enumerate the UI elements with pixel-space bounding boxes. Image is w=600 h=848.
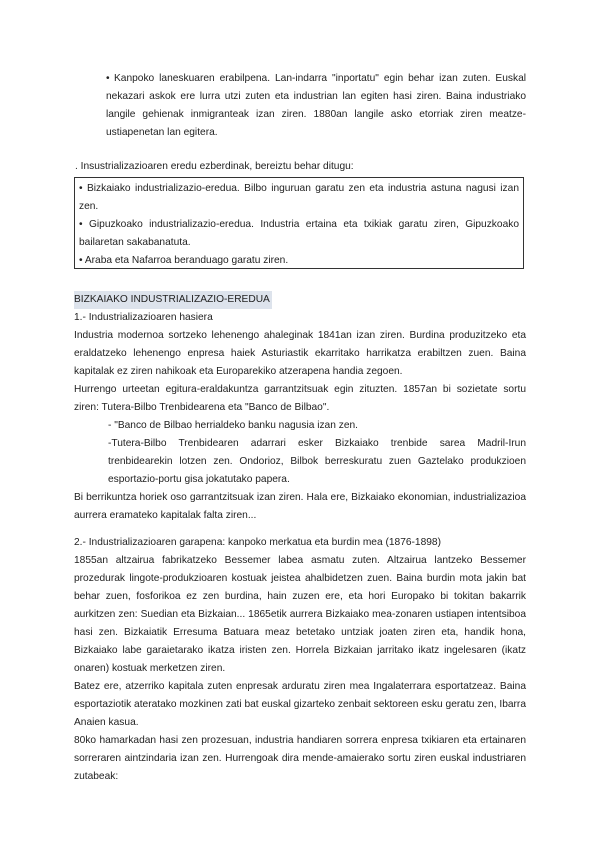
dash-item-trenbidea: -Tutera-Bilbo Trenbidearen adarrari esker Bizkaiako trenbide sarea Madril-Irun trenbidearekin lotzen zen. Ondorioz, Bilbok berreskuratu zuen Gaztelako produkzioen esportazio-portu gisa jokatutako papera.: [108, 438, 526, 485]
intro-line: . Insustrializazioaren eredu ezberdinak, bereiztu behar ditugu:: [75, 161, 354, 172]
bullet-mark: •: [106, 73, 110, 84]
models-box: [74, 177, 524, 269]
paragraph: Batez ere, atzerriko kapitala zuten enpresak arduratu ziren mea Ingalaterrara esportatzeaz. Baina esportaziotik ateratako mozkinen zati bat euskal gizarteko zenbait sektoreen esku geratu zen, Ibarra Anaien kasua.: [74, 681, 526, 728]
box-item-gipuzkoa: • Gipuzkoako industrializazio-eredua. Industria ertaina eta txikiak garatu ziren, Gipuzkoako bailaretan sakabanatuta.: [79, 219, 519, 248]
subsection-2-body: [74, 552, 526, 786]
subsection-1-body: [74, 327, 526, 525]
paragraph: Hurrengo urteetan egitura-eraldakuntza garrantzitsuak egin zituzten. 1857an bi sozietate sortu ziren: Tutera-Bilbo Trenbidearena eta "Banco de Bilbao".: [74, 384, 526, 413]
box-item-araba-nafarroa: • Araba eta Nafarroa beranduago garatu ziren.: [79, 255, 289, 266]
box-item-bizkaia: • Bizkaiako industrializazio-eredua. Bilbo inguruan garatu zen eta industria astuna nagusi izan zen.: [79, 183, 519, 212]
paragraph: Bi berrikuntza horiek oso garrantzitsuak izan ziren. Hala ere, Bizkaiako ekonomian, industrializazioa aurrera eramateko kapitalak falta ziren...: [74, 492, 526, 521]
paragraph: Industria modernoa sortzeko lehenengo ahaleginak 1841an izan ziren. Burdina produzitzeko eta eraldatzeko lehenengo enpresa haiek Asturiastik ekarritako harrikatza erabiltzen zuen. Baina kapitalak ez ziren nahikoak eta Europarekiko atzerapena handia zegoen.: [74, 330, 526, 377]
subsection-2-heading: 2.- Industrializazioaren garapena: kanpoko merkatua eta burdin mea (1876-1898): [74, 537, 441, 548]
section-title: BIZKAIAKO INDUSTRIALIZAZIO-EREDUA: [74, 291, 272, 309]
dash-item-banco: - "Banco de Bilbao herrialdeko banku nagusia izan zen.: [108, 420, 358, 431]
bullet-text: Kanpoko laneskuaren erabilpena. Lan-indarra "inportatu" egin behar izan zuten. Euskal nekazari askok ere lurra utzi zuten eta industrian lan egiten hasi ziren. Baina industriako langile gehienak inmigranteak izan ziren. 1880an langile asko etorriak ziren meatze-ustiapenetan lan egitera.: [106, 73, 526, 138]
bullet-paragraph: [106, 70, 526, 142]
paragraph: 1855an altzairua fabrikatzeko Bessemer labea asmatu zuten. Altzairua lantzeko Bessemer prozedurak lingote-produkzioaren kostuak jeistea ahalbidetzen zuen. Baina burdin mota jakin bat behar zuen, fosforikoa ez zen burdina, hain zuzen ere, eta hori Europako bi tokitan bakarrik aurkitzen zen: Suedian eta Bizkaian... 1865etik aurrera Bizkaiako mea-zonaren ustiapen intentsiboa hasi zen. Bizkaiatik Erresuma Batuara meaz betetako untziak joaten ziren eta, handik hona, Bizkaiako labe garaietarako ikatza iristen zen. Horrela Bizkaian jarritako ikatz ingelesaren (ikatz onaren) kostuak merketzen ziren.: [74, 555, 526, 674]
paragraph: 80ko hamarkadan hasi zen prozesuan, industria handiaren sorrera enpresa txikiaren eta ertainaren sorreraren aintzindaria izan zen. Hurrengoak dira mende-amaierako sortu ziren euskal industriaren zutabeak:: [74, 735, 526, 782]
subsection-1-heading: 1.- Industrializazioaren hasiera: [74, 312, 213, 323]
